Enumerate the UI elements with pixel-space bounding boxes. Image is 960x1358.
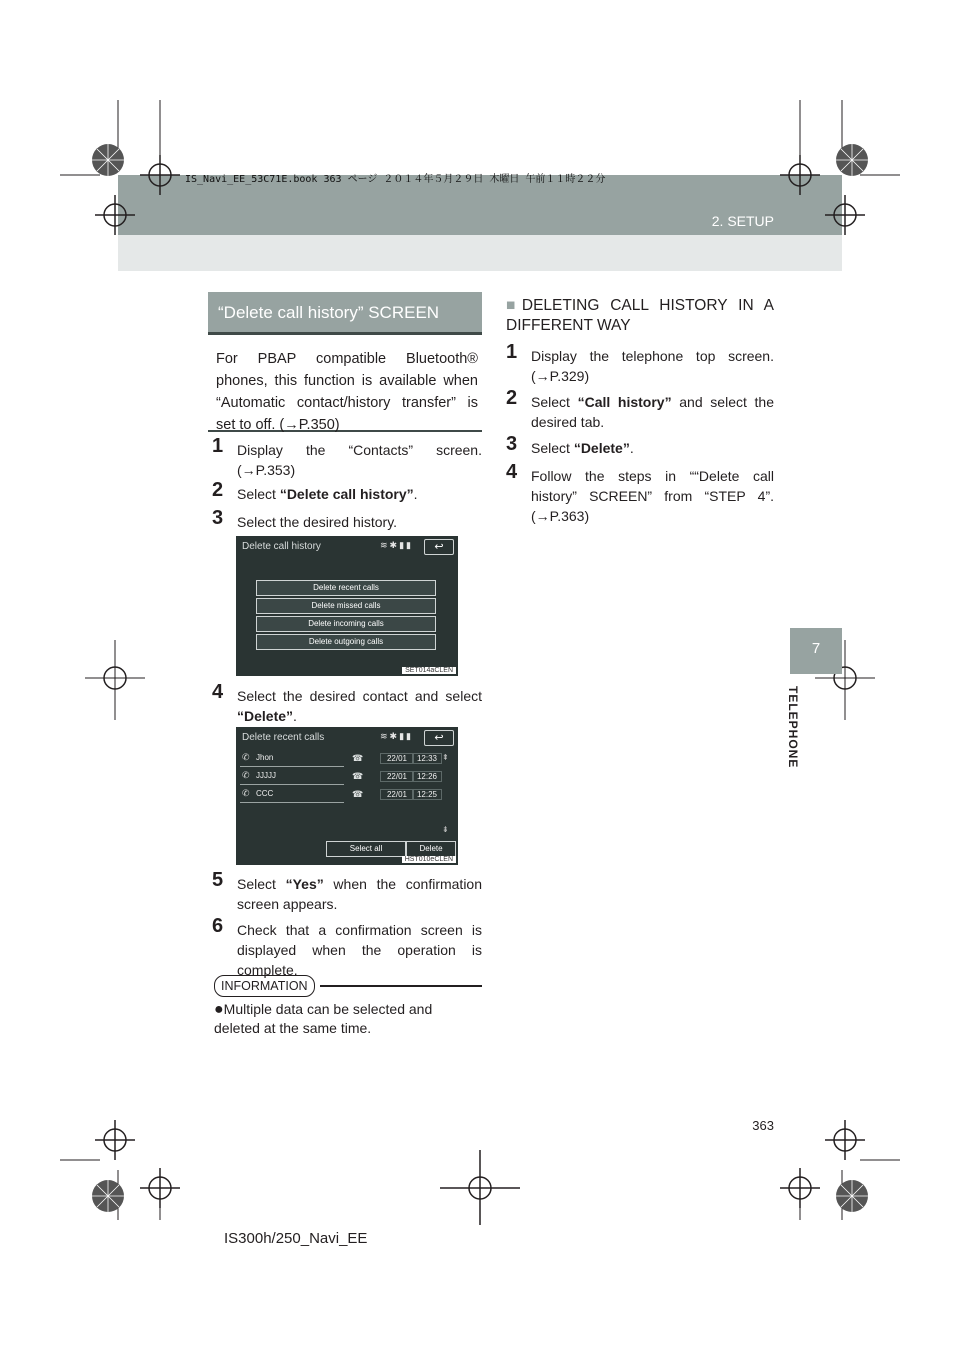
back-icon: ↩ xyxy=(424,730,454,746)
step-emphasis: “Delete call history” xyxy=(279,486,414,502)
delete-button: Delete xyxy=(406,841,456,857)
chapter-name: TELEPHONE xyxy=(786,686,800,769)
section-header: 2. SETUP xyxy=(711,213,774,229)
handset-icon: ☎ xyxy=(352,789,364,799)
step-number: 2 xyxy=(212,479,224,501)
screen-title: Delete recent calls xyxy=(242,732,325,743)
step-text: Display the telephone top screen. (→P.329) xyxy=(531,348,774,384)
call-date: 22/01 xyxy=(380,771,414,782)
step-text: Select the desired contact and select “Delete”. xyxy=(237,688,482,724)
alt-step-4 xyxy=(506,461,774,526)
step-emphasis: “Yes” xyxy=(285,876,324,892)
step-emphasis: “Delete” xyxy=(573,440,630,456)
scroll-down-icon: ⇟ xyxy=(442,825,449,834)
alt-section-heading: ■DELETING CALL HISTORY IN A DIFFERENT WAY xyxy=(506,297,774,334)
square-marker-icon: ■ xyxy=(506,297,522,314)
information-label: INFORMATION xyxy=(214,975,315,997)
handset-icon: ☎ xyxy=(352,771,364,781)
step-6 xyxy=(212,915,482,980)
delete-outgoing-calls-button: Delete outgoing calls xyxy=(256,634,436,650)
note-text: For PBAP compatible Bluetooth® phones, this function is available when “Automatic contact/history transfer” is set to off. (→P.350) xyxy=(216,351,478,433)
delete-call-history-screenshot xyxy=(236,536,458,676)
step-number: 1 xyxy=(212,435,224,457)
alt-step-3 xyxy=(506,433,774,458)
back-icon: ↩ xyxy=(424,539,454,555)
step-text: Select “Yes” when the confirmation screen appears. xyxy=(237,876,482,912)
delete-incoming-calls-button: Delete incoming calls xyxy=(256,616,436,632)
alt-step-1 xyxy=(506,341,774,386)
contact-name: JJJJJ xyxy=(256,771,276,780)
row-underline xyxy=(240,784,344,785)
print-info-line: IS_Navi_EE_53C71E.book 363 ページ ２０１４年５月２９日 木曜日 午前１１時２２分 xyxy=(185,174,606,185)
information-text: ●Multiple data can be selected and deleted at the same time. xyxy=(214,1001,433,1036)
bullet-icon: ● xyxy=(214,1001,224,1018)
step-number: 1 xyxy=(506,341,518,363)
call-time: 12:33 xyxy=(412,753,442,764)
contact-name: Jhon xyxy=(256,753,274,762)
call-time: 12:26 xyxy=(412,771,442,782)
step-text: Follow the steps in ““Delete call history” SCREEN” from “STEP 4”. (→P.363) xyxy=(531,468,774,524)
step-number: 5 xyxy=(212,869,224,891)
step-emphasis: “Call history” xyxy=(577,394,672,410)
call-date: 22/01 xyxy=(380,753,414,764)
phone-icon: ✆ xyxy=(242,770,250,780)
figure-code: SET014aCLEN xyxy=(402,667,456,674)
delete-missed-calls-button: Delete missed calls xyxy=(256,598,436,614)
step-text: Check that a confirmation screen is displayed when the operation is complete. xyxy=(237,922,482,978)
delete-recent-calls-button: Delete recent calls xyxy=(256,580,436,596)
alt-step-2 xyxy=(506,387,774,432)
handset-icon: ☎ xyxy=(352,753,364,763)
chapter-number: 7 xyxy=(811,640,821,657)
step-3 xyxy=(212,507,482,532)
scroll-up-icon: ⇞ xyxy=(442,753,449,762)
missed-call-icon: ✆ xyxy=(242,788,250,798)
footer-model: IS300h/250_Navi_EE xyxy=(224,1230,368,1247)
information-rule xyxy=(320,985,482,987)
step-2 xyxy=(212,479,482,504)
step-text: Display the “Contacts” screen. (→P.353) xyxy=(237,442,482,478)
step-text: Select “Call history” and select the desired tab. xyxy=(531,394,774,430)
step-emphasis: “Delete” xyxy=(237,708,294,724)
section-title: “Delete call history” SCREEN xyxy=(218,303,440,322)
step-number: 3 xyxy=(212,507,224,529)
step-number: 4 xyxy=(506,461,518,483)
step-text: Select “Delete call history”. xyxy=(237,486,418,502)
step-5 xyxy=(212,869,482,914)
delete-recent-calls-screenshot xyxy=(236,727,458,865)
step-1 xyxy=(212,435,482,480)
phone-icon: ✆ xyxy=(242,752,250,762)
call-time: 12:25 xyxy=(412,789,442,800)
step-number: 3 xyxy=(506,433,518,455)
page-number: 363 xyxy=(752,1118,774,1133)
step-number: 6 xyxy=(212,915,224,937)
step-number: 4 xyxy=(212,681,224,703)
step-text: Select “Delete”. xyxy=(531,440,634,456)
select-all-button: Select all xyxy=(326,841,406,857)
row-underline xyxy=(240,766,344,767)
status-icons: ≋✱▮▮ xyxy=(380,540,413,550)
step-4 xyxy=(212,681,482,726)
call-date: 22/01 xyxy=(380,789,414,800)
screen-title: Delete call history xyxy=(242,541,321,552)
status-icons: ≋✱▮▮ xyxy=(380,731,413,741)
step-number: 2 xyxy=(506,387,518,409)
figure-code: HST010eCLEN xyxy=(402,856,456,863)
row-underline xyxy=(240,802,344,803)
contact-name: CCC xyxy=(256,789,274,798)
step-text: Select the desired history. xyxy=(237,514,398,530)
